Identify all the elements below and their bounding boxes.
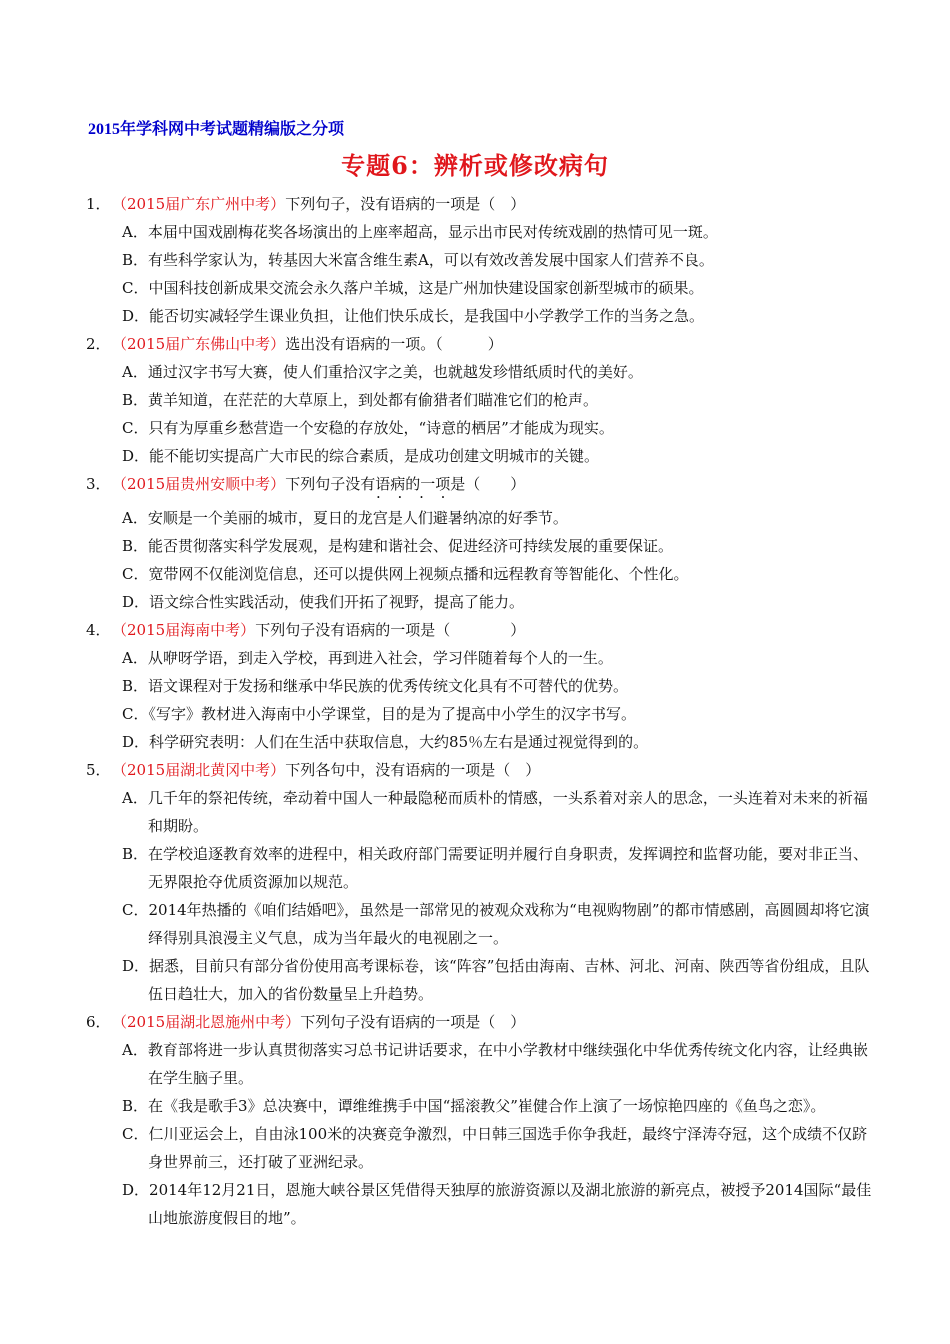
document-header: 2015年学科网中考试题精编版之分项 bbox=[88, 121, 345, 138]
question-number: 1． bbox=[86, 195, 111, 213]
question-source: （2015届湖北黄冈中考） bbox=[112, 761, 286, 779]
question-stem: 选出没有语病的一项。（ ） bbox=[285, 335, 503, 353]
question-number: 4． bbox=[86, 621, 111, 639]
option-4a: A．从咿呀学语，到走入学校，再到进入社会，学习伴随着每个人的一生。 bbox=[122, 649, 613, 667]
option-6c: C．仁川亚运会上，自由泳100米的决赛竞争激烈，中日韩三国选手你争我赶，最终宁泽涛夺冠，这个成绩不仅跻身世界前三，还打破了亚洲纪录。 bbox=[122, 1125, 868, 1171]
question-source: （2015届广东广州中考） bbox=[112, 195, 286, 213]
option-5d: D．据悉，目前只有部分省份使用高考课标卷，该“阵容”包括由海南、吉林、河北、河南、陕西等省份组成，且队伍日趋壮大，加入的省份数量呈上升趋势。 bbox=[122, 957, 870, 1003]
question-number: 3． bbox=[86, 475, 111, 493]
question-3 bbox=[86, 470, 876, 504]
option-3b: B．能否贯彻落实科学发展观，是构建和谐社会、促进经济可持续发展的重要保证。 bbox=[122, 537, 674, 555]
option-1b: B．有些科学家认为，转基因大米富含维生素A，可以有效改善发展中国家人们营养不良。 bbox=[122, 251, 714, 269]
option-4c: C．《写字》教材进入海南中小学课堂，目的是为了提高中小学生的汉字书写。 bbox=[122, 705, 636, 723]
option-1c: C．中国科技创新成果交流会永久落户羊城，这是广州加快建设国家创新型城市的硕果。 bbox=[122, 279, 704, 297]
option-5a: A．几千年的祭祀传统，牵动着中国人一种最隐秘而质朴的情感，一头系着对亲人的思念，一头连着对未来的祈福和期盼。 bbox=[122, 789, 868, 835]
question-1 bbox=[86, 190, 876, 218]
option-6b: B．在《我是歌手3》总决赛中，谭维维携手中国“摇滚教父”崔健合作上演了一场惊艳四座的《鱼鸟之恋》。 bbox=[122, 1097, 826, 1115]
question-source: （2015届海南中考） bbox=[112, 621, 256, 639]
option-5b: B．在学校追逐教育效率的进程中，相关政府部门需要证明并履行自身职责，发挥调控和监督功能，要对非正当、无界限抢夺优质资源加以规范。 bbox=[122, 845, 869, 891]
option-2b: B．黄羊知道，在茫茫的大草原上，到处都有偷猎者们瞄准它们的枪声。 bbox=[122, 391, 599, 409]
option-1d: D．能否切实减轻学生课业负担，让他们快乐成长，是我国中小学教学工作的当务之急。 bbox=[122, 307, 705, 325]
question-number: 5． bbox=[86, 761, 111, 779]
question-source: （2015届湖北恩施州中考） bbox=[112, 1013, 301, 1031]
question-2 bbox=[86, 330, 876, 358]
question-number: 2． bbox=[86, 335, 111, 353]
question-stem: 下列句子没有语病的一项是（ ） bbox=[255, 621, 526, 639]
question-5 bbox=[86, 756, 876, 784]
question-stem: 下列句子没有语病的一项是（ ） bbox=[300, 1013, 526, 1031]
question-list bbox=[86, 190, 876, 1232]
emphasis-dots: · · · · bbox=[376, 488, 452, 506]
option-6d: D．2014年12月21日，恩施大峡谷景区凭借得天独厚的旅游资源以及湖北旅游的新亮点，被授予2014国际“最佳山地旅游度假目的地”。 bbox=[122, 1181, 872, 1227]
option-6a: A．教育部将进一步认真贯彻落实习总书记讲话要求，在中小学教材中继续强化中华优秀传统文化内容，让经典嵌在学生脑子里。 bbox=[122, 1041, 868, 1087]
question-6 bbox=[86, 1008, 876, 1036]
question-source: （2015届贵州安顺中考） bbox=[112, 475, 286, 493]
option-2a: A．通过汉字书写大赛，使人们重拾汉字之美，也就越发珍惜纸质时代的美好。 bbox=[122, 363, 643, 381]
option-5c: C．2014年热播的《咱们结婚吧》，虽然是一部常见的被观众戏称为“电视购物剧”的都市情感剧，高圆圆却将它演绎得别具浪漫主义气息，成为当年最火的电视剧之一。 bbox=[122, 901, 870, 947]
page-title: 专题6：辨析或修改病句 bbox=[341, 151, 609, 180]
option-1a: A．本届中国戏剧梅花奖各场演出的上座率超高，显示出市民对传统戏剧的热情可见一斑。 bbox=[122, 223, 718, 241]
option-3a: A．安顺是一个美丽的城市，夏日的龙宫是人们避暑纳凉的好季节。 bbox=[122, 509, 568, 527]
option-4b: B．语文课程对于发扬和继承中华民族的优秀传统文化具有不可替代的优势。 bbox=[122, 677, 629, 695]
option-4d: D．科学研究表明：人们在生活中获取信息，大约85％左右是通过视觉得到的。 bbox=[122, 733, 649, 751]
question-stem: 下列各句中，没有语病的一项是（ ） bbox=[285, 761, 541, 779]
question-number: 6． bbox=[86, 1013, 111, 1031]
question-4 bbox=[86, 616, 876, 644]
option-2c: C．只有为厚重乡愁营造一个安稳的存放处，“诗意的栖居”才能成为现实。 bbox=[122, 419, 614, 437]
question-stem: 下列句子，没有语病的一项是（ ） bbox=[285, 195, 526, 213]
option-2d: D．能不能切实提高广大市民的综合素质，是成功创建文明城市的关键。 bbox=[122, 447, 600, 465]
option-3c: C．宽带网不仅能浏览信息，还可以提供网上视频点播和远程教育等智能化、个性化。 bbox=[122, 565, 689, 583]
option-3d: D．语文综合性实践活动，使我们开拓了视野，提高了能力。 bbox=[122, 593, 525, 611]
question-stem: 下列句子没有语病的一项是（ ） bbox=[285, 475, 526, 493]
question-source: （2015届广东佛山中考） bbox=[112, 335, 286, 353]
